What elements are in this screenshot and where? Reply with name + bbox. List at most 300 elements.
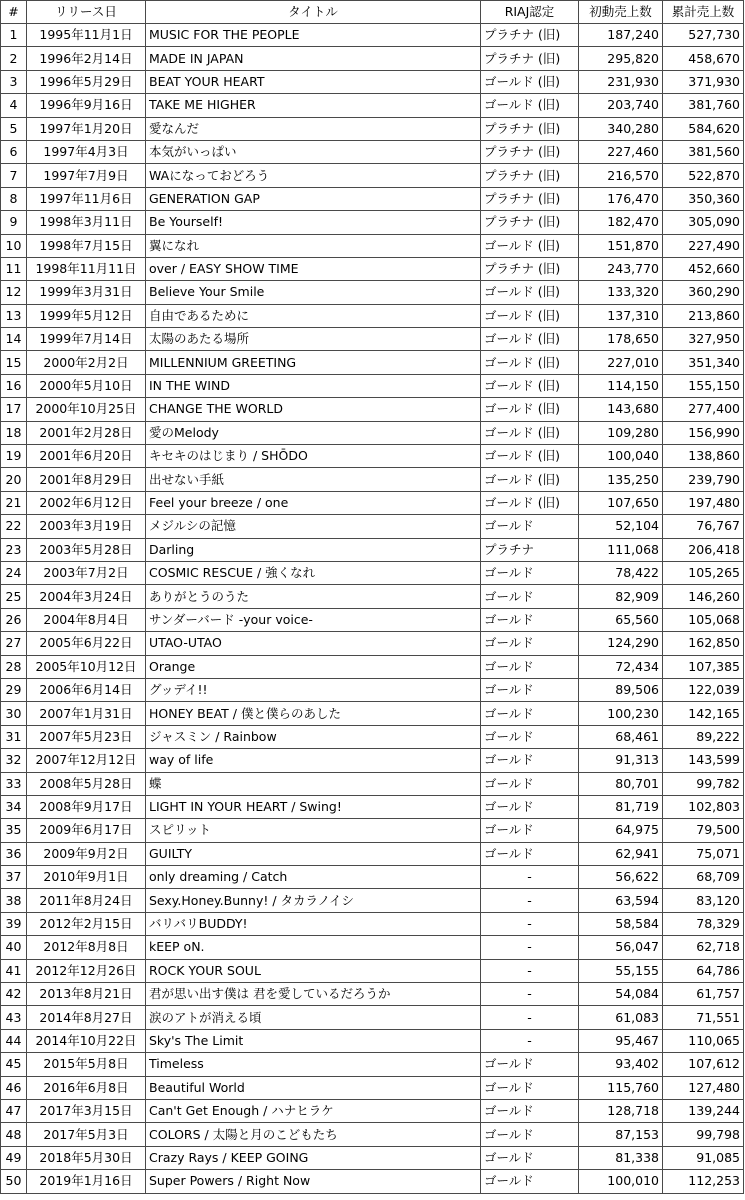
total-sales-cell: 350,360	[663, 187, 744, 210]
release-date-cell: 2010年9月1日	[27, 866, 146, 889]
first-week-sales-cell: 55,155	[579, 959, 663, 982]
title-cell: Sky's The Limit	[146, 1029, 481, 1052]
release-date-cell: 1997年11月6日	[27, 187, 146, 210]
riaj-certification-cell: ゴールド (旧)	[481, 445, 579, 468]
table-row	[1, 1146, 744, 1169]
riaj-certification-cell: ゴールド (旧)	[481, 491, 579, 514]
title-cell: GUILTY	[146, 842, 481, 865]
total-sales-cell: 381,760	[663, 94, 744, 117]
riaj-certification-cell: ゴールド	[481, 1099, 579, 1122]
table-row	[1, 304, 744, 327]
total-sales-cell: 105,068	[663, 608, 744, 631]
row-number-cell: 44	[1, 1029, 27, 1052]
title-cell: CHANGE THE WORLD	[146, 398, 481, 421]
title-cell: Beautiful World	[146, 1076, 481, 1099]
title-cell: Sexy.Honey.Bunny! / タカラノイシ	[146, 889, 481, 912]
riaj-certification-cell: ゴールド	[481, 561, 579, 584]
title-cell: Timeless	[146, 1053, 481, 1076]
riaj-certification-cell: ゴールド (旧)	[481, 374, 579, 397]
total-sales-cell: 61,757	[663, 983, 744, 1006]
title-cell: Darling	[146, 538, 481, 561]
row-number-cell: 4	[1, 94, 27, 117]
total-sales-cell: 351,340	[663, 351, 744, 374]
release-date-cell: 2012年8月8日	[27, 936, 146, 959]
first-week-sales-cell: 227,460	[579, 140, 663, 163]
release-date-cell: 1998年7月15日	[27, 234, 146, 257]
table-row	[1, 842, 744, 865]
riaj-certification-cell: ゴールド	[481, 1076, 579, 1099]
title-cell: 出せない手紙	[146, 468, 481, 491]
total-sales-cell: 89,222	[663, 725, 744, 748]
table-row	[1, 24, 744, 47]
riaj-certification-cell: ゴールド	[481, 608, 579, 631]
riaj-certification-cell: ゴールド	[481, 842, 579, 865]
riaj-certification-cell: -	[481, 866, 579, 889]
row-number-cell: 10	[1, 234, 27, 257]
first-week-sales-cell: 100,040	[579, 445, 663, 468]
table-row	[1, 491, 744, 514]
first-week-sales-cell: 82,909	[579, 585, 663, 608]
row-number-cell: 42	[1, 983, 27, 1006]
riaj-certification-cell: ゴールド	[481, 585, 579, 608]
row-number-cell: 13	[1, 304, 27, 327]
release-date-cell: 2002年6月12日	[27, 491, 146, 514]
release-date-cell: 1999年5月12日	[27, 304, 146, 327]
release-date-cell: 2014年10月22日	[27, 1029, 146, 1052]
header-release-date: リリース日	[27, 1, 146, 24]
row-number-cell: 5	[1, 117, 27, 140]
release-date-cell: 2017年5月3日	[27, 1123, 146, 1146]
total-sales-cell: 146,260	[663, 585, 744, 608]
total-sales-cell: 156,990	[663, 421, 744, 444]
table-row	[1, 468, 744, 491]
release-date-cell: 1999年3月31日	[27, 281, 146, 304]
total-sales-cell: 64,786	[663, 959, 744, 982]
riaj-certification-cell: -	[481, 959, 579, 982]
row-number-cell: 46	[1, 1076, 27, 1099]
first-week-sales-cell: 56,622	[579, 866, 663, 889]
first-week-sales-cell: 58,584	[579, 912, 663, 935]
first-week-sales-cell: 72,434	[579, 655, 663, 678]
title-cell: Be Yourself!	[146, 211, 481, 234]
first-week-sales-cell: 63,594	[579, 889, 663, 912]
total-sales-cell: 107,612	[663, 1053, 744, 1076]
release-date-cell: 1999年7月14日	[27, 328, 146, 351]
total-sales-cell: 78,329	[663, 912, 744, 935]
row-number-cell: 25	[1, 585, 27, 608]
table-row	[1, 234, 744, 257]
first-week-sales-cell: 56,047	[579, 936, 663, 959]
row-number-cell: 12	[1, 281, 27, 304]
title-cell: MILLENNIUM GREETING	[146, 351, 481, 374]
riaj-certification-cell: ゴールド (旧)	[481, 281, 579, 304]
riaj-certification-cell: ゴールド	[481, 1123, 579, 1146]
release-date-cell: 2000年2月2日	[27, 351, 146, 374]
table-row	[1, 866, 744, 889]
release-date-cell: 2012年2月15日	[27, 912, 146, 935]
first-week-sales-cell: 182,470	[579, 211, 663, 234]
total-sales-cell: 197,480	[663, 491, 744, 514]
riaj-certification-cell: プラチナ (旧)	[481, 164, 579, 187]
release-date-cell: 1998年3月11日	[27, 211, 146, 234]
riaj-certification-cell: ゴールド	[481, 1170, 579, 1193]
riaj-certification-cell: -	[481, 889, 579, 912]
release-date-cell: 2011年8月24日	[27, 889, 146, 912]
total-sales-cell: 79,500	[663, 819, 744, 842]
table-row	[1, 351, 744, 374]
title-cell: HONEY BEAT / 僕と僕らのあした	[146, 702, 481, 725]
row-number-cell: 24	[1, 561, 27, 584]
row-number-cell: 23	[1, 538, 27, 561]
first-week-sales-cell: 52,104	[579, 515, 663, 538]
header-row	[1, 1, 744, 24]
riaj-certification-cell: -	[481, 1006, 579, 1029]
first-week-sales-cell: 64,975	[579, 819, 663, 842]
first-week-sales-cell: 137,310	[579, 304, 663, 327]
release-date-cell: 1996年9月16日	[27, 94, 146, 117]
title-cell: Believe Your Smile	[146, 281, 481, 304]
riaj-certification-cell: プラチナ (旧)	[481, 117, 579, 140]
release-date-cell: 2019年1月16日	[27, 1170, 146, 1193]
table-row	[1, 795, 744, 818]
total-sales-cell: 522,870	[663, 164, 744, 187]
row-number-cell: 49	[1, 1146, 27, 1169]
title-cell: MADE IN JAPAN	[146, 47, 481, 70]
table-row	[1, 1170, 744, 1193]
title-cell: LIGHT IN YOUR HEART / Swing!	[146, 795, 481, 818]
title-cell: only dreaming / Catch	[146, 866, 481, 889]
first-week-sales-cell: 124,290	[579, 632, 663, 655]
row-number-cell: 1	[1, 24, 27, 47]
table-row	[1, 983, 744, 1006]
row-number-cell: 19	[1, 445, 27, 468]
riaj-certification-cell: ゴールド	[481, 1146, 579, 1169]
first-week-sales-cell: 216,570	[579, 164, 663, 187]
table-row	[1, 445, 744, 468]
title-cell: メジルシの記憶	[146, 515, 481, 538]
row-number-cell: 7	[1, 164, 27, 187]
title-cell: Orange	[146, 655, 481, 678]
table-row	[1, 117, 744, 140]
title-cell: COLORS / 太陽と月のこどもたち	[146, 1123, 481, 1146]
title-cell: MUSIC FOR THE PEOPLE	[146, 24, 481, 47]
release-date-cell: 2000年10月25日	[27, 398, 146, 421]
riaj-certification-cell: ゴールド	[481, 632, 579, 655]
first-week-sales-cell: 54,084	[579, 983, 663, 1006]
table-row	[1, 94, 744, 117]
table-row	[1, 725, 744, 748]
row-number-cell: 40	[1, 936, 27, 959]
riaj-certification-cell: ゴールド (旧)	[481, 70, 579, 93]
title-cell: ジャスミン / Rainbow	[146, 725, 481, 748]
table-row	[1, 70, 744, 93]
riaj-certification-cell: ゴールド	[481, 819, 579, 842]
row-number-cell: 15	[1, 351, 27, 374]
first-week-sales-cell: 81,338	[579, 1146, 663, 1169]
riaj-certification-cell: プラチナ (旧)	[481, 257, 579, 280]
first-week-sales-cell: 87,153	[579, 1123, 663, 1146]
first-week-sales-cell: 243,770	[579, 257, 663, 280]
row-number-cell: 30	[1, 702, 27, 725]
table-row	[1, 959, 744, 982]
release-date-cell: 2008年9月17日	[27, 795, 146, 818]
table-row	[1, 140, 744, 163]
table-row	[1, 281, 744, 304]
row-number-cell: 39	[1, 912, 27, 935]
title-cell: 愛なんだ	[146, 117, 481, 140]
row-number-cell: 37	[1, 866, 27, 889]
riaj-certification-cell: ゴールド	[481, 655, 579, 678]
first-week-sales-cell: 135,250	[579, 468, 663, 491]
first-week-sales-cell: 178,650	[579, 328, 663, 351]
first-week-sales-cell: 128,718	[579, 1099, 663, 1122]
total-sales-cell: 206,418	[663, 538, 744, 561]
release-date-cell: 2000年5月10日	[27, 374, 146, 397]
first-week-sales-cell: 107,650	[579, 491, 663, 514]
release-date-cell: 2015年5月8日	[27, 1053, 146, 1076]
release-date-cell: 2016年6月8日	[27, 1076, 146, 1099]
title-cell: WAになっておどろう	[146, 164, 481, 187]
riaj-certification-cell: ゴールド	[481, 772, 579, 795]
row-number-cell: 3	[1, 70, 27, 93]
riaj-certification-cell: ゴールド	[481, 1053, 579, 1076]
riaj-certification-cell: プラチナ (旧)	[481, 140, 579, 163]
title-cell: over / EASY SHOW TIME	[146, 257, 481, 280]
title-cell: Can't Get Enough / ハナヒラケ	[146, 1099, 481, 1122]
row-number-cell: 21	[1, 491, 27, 514]
release-date-cell: 2003年3月19日	[27, 515, 146, 538]
release-date-cell: 2014年8月27日	[27, 1006, 146, 1029]
riaj-certification-cell: プラチナ (旧)	[481, 24, 579, 47]
table-row	[1, 702, 744, 725]
row-number-cell: 26	[1, 608, 27, 631]
table-row	[1, 47, 744, 70]
riaj-certification-cell: ゴールド	[481, 795, 579, 818]
total-sales-cell: 127,480	[663, 1076, 744, 1099]
table-row	[1, 655, 744, 678]
row-number-cell: 17	[1, 398, 27, 421]
title-cell: COSMIC RESCUE / 強くなれ	[146, 561, 481, 584]
row-number-cell: 36	[1, 842, 27, 865]
first-week-sales-cell: 109,280	[579, 421, 663, 444]
total-sales-cell: 99,782	[663, 772, 744, 795]
riaj-certification-cell: ゴールド (旧)	[481, 304, 579, 327]
release-date-cell: 2007年1月31日	[27, 702, 146, 725]
row-number-cell: 47	[1, 1099, 27, 1122]
table-row	[1, 164, 744, 187]
release-date-cell: 2004年8月4日	[27, 608, 146, 631]
release-date-cell: 2009年6月17日	[27, 819, 146, 842]
first-week-sales-cell: 143,680	[579, 398, 663, 421]
release-date-cell: 2006年6月14日	[27, 678, 146, 701]
release-date-cell: 1995年11月1日	[27, 24, 146, 47]
riaj-certification-cell: -	[481, 983, 579, 1006]
first-week-sales-cell: 111,068	[579, 538, 663, 561]
total-sales-cell: 584,620	[663, 117, 744, 140]
first-week-sales-cell: 176,470	[579, 187, 663, 210]
title-cell: 自由であるために	[146, 304, 481, 327]
row-number-cell: 9	[1, 211, 27, 234]
first-week-sales-cell: 81,719	[579, 795, 663, 818]
row-number-cell: 31	[1, 725, 27, 748]
riaj-certification-cell: ゴールド	[481, 725, 579, 748]
table-row	[1, 772, 744, 795]
title-cell: 涙のアトが消える頃	[146, 1006, 481, 1029]
table-row	[1, 1006, 744, 1029]
table-row	[1, 608, 744, 631]
total-sales-cell: 143,599	[663, 749, 744, 772]
table-row	[1, 257, 744, 280]
table-row	[1, 187, 744, 210]
table-row	[1, 515, 744, 538]
row-number-cell: 50	[1, 1170, 27, 1193]
row-number-cell: 29	[1, 678, 27, 701]
table-row	[1, 912, 744, 935]
total-sales-cell: 91,085	[663, 1146, 744, 1169]
first-week-sales-cell: 227,010	[579, 351, 663, 374]
riaj-certification-cell: ゴールド (旧)	[481, 234, 579, 257]
title-cell: TAKE ME HIGHER	[146, 94, 481, 117]
row-number-cell: 43	[1, 1006, 27, 1029]
total-sales-cell: 112,253	[663, 1170, 744, 1193]
riaj-certification-cell: -	[481, 912, 579, 935]
row-number-cell: 33	[1, 772, 27, 795]
first-week-sales-cell: 61,083	[579, 1006, 663, 1029]
row-number-cell: 16	[1, 374, 27, 397]
release-date-cell: 2013年8月21日	[27, 983, 146, 1006]
riaj-certification-cell: ゴールド (旧)	[481, 398, 579, 421]
table-row	[1, 374, 744, 397]
first-week-sales-cell: 114,150	[579, 374, 663, 397]
first-week-sales-cell: 203,740	[579, 94, 663, 117]
first-week-sales-cell: 295,820	[579, 47, 663, 70]
first-week-sales-cell: 78,422	[579, 561, 663, 584]
riaj-certification-cell: ゴールド	[481, 702, 579, 725]
total-sales-cell: 71,551	[663, 1006, 744, 1029]
title-cell: GENERATION GAP	[146, 187, 481, 210]
row-number-cell: 48	[1, 1123, 27, 1146]
release-date-cell: 2007年12月12日	[27, 749, 146, 772]
title-cell: Crazy Rays / KEEP GOING	[146, 1146, 481, 1169]
riaj-certification-cell: プラチナ (旧)	[481, 211, 579, 234]
row-number-cell: 38	[1, 889, 27, 912]
release-date-cell: 2005年6月22日	[27, 632, 146, 655]
title-cell: IN THE WIND	[146, 374, 481, 397]
release-date-cell: 1997年4月3日	[27, 140, 146, 163]
row-number-cell: 28	[1, 655, 27, 678]
release-date-cell: 2007年5月23日	[27, 725, 146, 748]
title-cell: 翼になれ	[146, 234, 481, 257]
riaj-certification-cell: ゴールド	[481, 515, 579, 538]
row-number-cell: 32	[1, 749, 27, 772]
table-row	[1, 211, 744, 234]
title-cell: サンダーバード -your voice-	[146, 608, 481, 631]
table-row	[1, 398, 744, 421]
total-sales-cell: 68,709	[663, 866, 744, 889]
total-sales-cell: 62,718	[663, 936, 744, 959]
title-cell: 愛のMelody	[146, 421, 481, 444]
row-number-cell: 8	[1, 187, 27, 210]
table-row	[1, 421, 744, 444]
total-sales-cell: 102,803	[663, 795, 744, 818]
total-sales-cell: 327,950	[663, 328, 744, 351]
first-week-sales-cell: 68,461	[579, 725, 663, 748]
row-number-cell: 6	[1, 140, 27, 163]
release-date-cell: 2004年3月24日	[27, 585, 146, 608]
release-date-cell: 1997年1月20日	[27, 117, 146, 140]
riaj-certification-cell: -	[481, 936, 579, 959]
total-sales-cell: 527,730	[663, 24, 744, 47]
title-cell: 蝶	[146, 772, 481, 795]
title-cell: kEEP oN.	[146, 936, 481, 959]
table-row	[1, 1053, 744, 1076]
first-week-sales-cell: 95,467	[579, 1029, 663, 1052]
row-number-cell: 11	[1, 257, 27, 280]
title-cell: バリバリBUDDY!	[146, 912, 481, 935]
title-cell: 君が思い出す僕は 君を愛しているだろうか	[146, 983, 481, 1006]
riaj-certification-cell: ゴールド	[481, 678, 579, 701]
release-date-cell: 1996年5月29日	[27, 70, 146, 93]
total-sales-cell: 458,670	[663, 47, 744, 70]
first-week-sales-cell: 93,402	[579, 1053, 663, 1076]
first-week-sales-cell: 89,506	[579, 678, 663, 701]
total-sales-cell: 227,490	[663, 234, 744, 257]
total-sales-cell: 452,660	[663, 257, 744, 280]
table-row	[1, 632, 744, 655]
total-sales-cell: 139,244	[663, 1099, 744, 1122]
total-sales-cell: 155,150	[663, 374, 744, 397]
first-week-sales-cell: 91,313	[579, 749, 663, 772]
total-sales-cell: 371,930	[663, 70, 744, 93]
first-week-sales-cell: 115,760	[579, 1076, 663, 1099]
title-cell: 本気がいっぱい	[146, 140, 481, 163]
release-date-cell: 1997年7月9日	[27, 164, 146, 187]
riaj-certification-cell: ゴールド	[481, 749, 579, 772]
title-cell: ありがとうのうた	[146, 585, 481, 608]
riaj-certification-cell: ゴールド (旧)	[481, 421, 579, 444]
riaj-certification-cell: ゴールド (旧)	[481, 328, 579, 351]
table-row	[1, 561, 744, 584]
release-date-cell: 2001年8月29日	[27, 468, 146, 491]
total-sales-cell: 381,560	[663, 140, 744, 163]
table-row	[1, 1076, 744, 1099]
total-sales-cell: 138,860	[663, 445, 744, 468]
total-sales-cell: 99,798	[663, 1123, 744, 1146]
title-cell: 太陽のあたる場所	[146, 328, 481, 351]
total-sales-cell: 162,850	[663, 632, 744, 655]
first-week-sales-cell: 340,280	[579, 117, 663, 140]
title-cell: Feel your breeze / one	[146, 491, 481, 514]
table-row	[1, 328, 744, 351]
first-week-sales-cell: 100,230	[579, 702, 663, 725]
release-date-cell: 2008年5月28日	[27, 772, 146, 795]
table-row	[1, 936, 744, 959]
riaj-certification-cell: プラチナ (旧)	[481, 47, 579, 70]
row-number-cell: 35	[1, 819, 27, 842]
total-sales-cell: 110,065	[663, 1029, 744, 1052]
table-row	[1, 1099, 744, 1122]
header-total-sales: 累計売上数	[663, 1, 744, 24]
release-date-cell: 2003年7月2日	[27, 561, 146, 584]
total-sales-cell: 213,860	[663, 304, 744, 327]
table-row	[1, 1029, 744, 1052]
first-week-sales-cell: 100,010	[579, 1170, 663, 1193]
title-cell: グッデイ!!	[146, 678, 481, 701]
title-cell: キセキのはじまり / SHŌDO	[146, 445, 481, 468]
total-sales-cell: 360,290	[663, 281, 744, 304]
release-date-cell: 2003年5月28日	[27, 538, 146, 561]
total-sales-cell: 277,400	[663, 398, 744, 421]
